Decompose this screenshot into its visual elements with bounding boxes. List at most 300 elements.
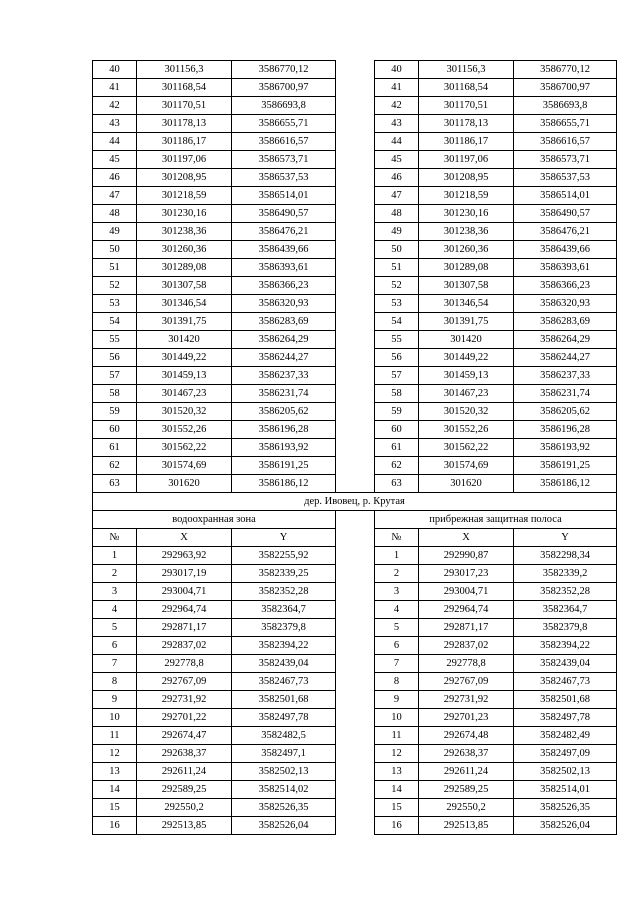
x-coordinate: 301574,69 bbox=[137, 457, 232, 475]
y-coordinate: 3586514,01 bbox=[514, 187, 617, 205]
point-number: 14 bbox=[93, 781, 137, 799]
point-number: 43 bbox=[93, 115, 137, 133]
table-row bbox=[93, 421, 617, 439]
x-coordinate: 292589,25 bbox=[137, 781, 232, 799]
y-coordinate: 3586205,62 bbox=[232, 403, 336, 421]
x-coordinate: 292513,85 bbox=[137, 817, 232, 835]
point-number: 43 bbox=[375, 115, 419, 133]
point-number: 10 bbox=[375, 709, 419, 727]
col-header-y: Y bbox=[514, 529, 617, 547]
y-coordinate: 3586693,8 bbox=[232, 97, 336, 115]
point-number: 59 bbox=[93, 403, 137, 421]
table-row bbox=[93, 727, 617, 745]
x-coordinate: 301230,16 bbox=[419, 205, 514, 223]
point-number: 44 bbox=[93, 133, 137, 151]
column-gap bbox=[336, 745, 375, 763]
column-gap bbox=[336, 619, 375, 637]
point-number: 15 bbox=[93, 799, 137, 817]
column-gap bbox=[336, 97, 375, 115]
column-gap bbox=[336, 385, 375, 403]
x-coordinate: 301218,59 bbox=[137, 187, 232, 205]
x-coordinate: 301391,75 bbox=[137, 313, 232, 331]
point-number: 59 bbox=[375, 403, 419, 421]
x-coordinate: 301230,16 bbox=[137, 205, 232, 223]
point-number: 7 bbox=[93, 655, 137, 673]
x-coordinate: 293017,19 bbox=[137, 565, 232, 583]
x-coordinate: 301289,08 bbox=[137, 259, 232, 277]
x-coordinate: 301218,59 bbox=[419, 187, 514, 205]
y-coordinate: 3582439,04 bbox=[514, 655, 617, 673]
column-gap bbox=[336, 313, 375, 331]
table-row bbox=[93, 277, 617, 295]
point-number: 49 bbox=[93, 223, 137, 241]
column-gap bbox=[336, 529, 375, 547]
y-coordinate: 3586537,53 bbox=[514, 169, 617, 187]
x-coordinate: 292837,02 bbox=[137, 637, 232, 655]
x-coordinate: 292767,09 bbox=[137, 673, 232, 691]
y-coordinate: 3582526,35 bbox=[514, 799, 617, 817]
column-gap bbox=[336, 421, 375, 439]
y-coordinate: 3582352,28 bbox=[514, 583, 617, 601]
y-coordinate: 3586244,27 bbox=[232, 349, 336, 367]
column-gap bbox=[336, 673, 375, 691]
point-number: 56 bbox=[93, 349, 137, 367]
y-coordinate: 3586237,33 bbox=[232, 367, 336, 385]
y-coordinate: 3586186,12 bbox=[232, 475, 336, 493]
point-number: 60 bbox=[375, 421, 419, 439]
x-coordinate: 301260,36 bbox=[419, 241, 514, 259]
table-row bbox=[93, 565, 617, 583]
table-row bbox=[93, 439, 617, 457]
x-coordinate: 301459,13 bbox=[137, 367, 232, 385]
y-coordinate: 3582526,35 bbox=[232, 799, 336, 817]
x-coordinate: 293004,71 bbox=[419, 583, 514, 601]
point-number: 1 bbox=[375, 547, 419, 565]
column-gap bbox=[336, 133, 375, 151]
y-coordinate: 3586193,92 bbox=[232, 439, 336, 457]
table-row bbox=[93, 133, 617, 151]
column-gap bbox=[336, 457, 375, 475]
y-coordinate: 3586196,28 bbox=[514, 421, 617, 439]
point-number: 55 bbox=[375, 331, 419, 349]
section-title: дер. Ивовец, р. Крутая bbox=[93, 493, 617, 511]
point-number: 63 bbox=[93, 475, 137, 493]
col-header-number: № bbox=[93, 529, 137, 547]
y-coordinate: 3582482,5 bbox=[232, 727, 336, 745]
x-coordinate: 301467,23 bbox=[137, 385, 232, 403]
point-number: 57 bbox=[93, 367, 137, 385]
y-coordinate: 3586476,21 bbox=[232, 223, 336, 241]
column-gap bbox=[336, 241, 375, 259]
y-coordinate: 3582467,73 bbox=[232, 673, 336, 691]
y-coordinate: 3586231,74 bbox=[514, 385, 617, 403]
y-coordinate: 3586320,93 bbox=[232, 295, 336, 313]
table-row bbox=[93, 583, 617, 601]
y-coordinate: 3582502,13 bbox=[514, 763, 617, 781]
column-gap bbox=[336, 583, 375, 601]
column-gap bbox=[336, 223, 375, 241]
column-gap bbox=[336, 511, 375, 529]
table-row bbox=[93, 457, 617, 475]
point-number: 58 bbox=[93, 385, 137, 403]
point-number: 9 bbox=[375, 691, 419, 709]
point-number: 63 bbox=[375, 475, 419, 493]
x-coordinate: 292837,02 bbox=[419, 637, 514, 655]
y-coordinate: 3582364,7 bbox=[514, 601, 617, 619]
point-number: 58 bbox=[375, 385, 419, 403]
point-number: 62 bbox=[375, 457, 419, 475]
column-gap bbox=[336, 475, 375, 493]
point-number: 9 bbox=[93, 691, 137, 709]
x-coordinate: 301238,36 bbox=[137, 223, 232, 241]
y-coordinate: 3582467,73 bbox=[514, 673, 617, 691]
y-coordinate: 3582364,7 bbox=[232, 601, 336, 619]
point-number: 42 bbox=[375, 97, 419, 115]
column-gap bbox=[336, 349, 375, 367]
column-gap bbox=[336, 277, 375, 295]
table-row bbox=[93, 151, 617, 169]
y-coordinate: 3586439,66 bbox=[514, 241, 617, 259]
x-coordinate: 292701,22 bbox=[137, 709, 232, 727]
x-coordinate: 301520,32 bbox=[419, 403, 514, 421]
x-coordinate: 301391,75 bbox=[419, 313, 514, 331]
point-number: 62 bbox=[93, 457, 137, 475]
table-row bbox=[93, 691, 617, 709]
x-coordinate: 301289,08 bbox=[419, 259, 514, 277]
x-coordinate: 292871,17 bbox=[137, 619, 232, 637]
y-coordinate: 3586537,53 bbox=[232, 169, 336, 187]
point-number: 12 bbox=[375, 745, 419, 763]
column-gap bbox=[336, 781, 375, 799]
y-coordinate: 3586237,33 bbox=[514, 367, 617, 385]
x-coordinate: 293004,71 bbox=[137, 583, 232, 601]
table-row bbox=[93, 637, 617, 655]
y-coordinate: 3586186,12 bbox=[514, 475, 617, 493]
point-number: 53 bbox=[93, 295, 137, 313]
x-coordinate: 301156,3 bbox=[137, 61, 232, 79]
column-gap bbox=[336, 799, 375, 817]
x-coordinate: 301449,22 bbox=[137, 349, 232, 367]
x-coordinate: 301562,22 bbox=[419, 439, 514, 457]
point-number: 46 bbox=[375, 169, 419, 187]
x-coordinate: 292611,24 bbox=[137, 763, 232, 781]
x-coordinate: 301552,26 bbox=[419, 421, 514, 439]
x-coordinate: 292964,74 bbox=[419, 601, 514, 619]
point-number: 54 bbox=[375, 313, 419, 331]
x-coordinate: 301449,22 bbox=[419, 349, 514, 367]
point-number: 42 bbox=[93, 97, 137, 115]
table-row bbox=[93, 241, 617, 259]
column-gap bbox=[336, 565, 375, 583]
point-number: 15 bbox=[375, 799, 419, 817]
table-row bbox=[93, 745, 617, 763]
x-coordinate: 301168,54 bbox=[137, 79, 232, 97]
point-number: 5 bbox=[375, 619, 419, 637]
column-gap bbox=[336, 817, 375, 835]
y-coordinate: 3586573,71 bbox=[232, 151, 336, 169]
y-coordinate: 3586264,29 bbox=[232, 331, 336, 349]
table-row bbox=[93, 61, 617, 79]
y-coordinate: 3586439,66 bbox=[232, 241, 336, 259]
x-coordinate: 292963,92 bbox=[137, 547, 232, 565]
point-number: 10 bbox=[93, 709, 137, 727]
point-number: 50 bbox=[375, 241, 419, 259]
table-row bbox=[93, 79, 617, 97]
column-gap bbox=[336, 691, 375, 709]
x-coordinate: 301520,32 bbox=[137, 403, 232, 421]
point-number: 3 bbox=[93, 583, 137, 601]
col-header-number: № bbox=[375, 529, 419, 547]
x-coordinate: 301156,3 bbox=[419, 61, 514, 79]
point-number: 16 bbox=[93, 817, 137, 835]
point-number: 4 bbox=[375, 601, 419, 619]
left-zone-title: водоохранная зона bbox=[93, 511, 336, 529]
x-coordinate: 292731,92 bbox=[137, 691, 232, 709]
table-row bbox=[93, 385, 617, 403]
y-coordinate: 3586616,57 bbox=[514, 133, 617, 151]
column-gap bbox=[336, 601, 375, 619]
y-coordinate: 3586366,23 bbox=[514, 277, 617, 295]
y-coordinate: 3586191,25 bbox=[514, 457, 617, 475]
y-coordinate: 3582439,04 bbox=[232, 655, 336, 673]
section-header bbox=[93, 493, 617, 547]
y-coordinate: 3582352,28 bbox=[232, 583, 336, 601]
y-coordinate: 3586393,61 bbox=[514, 259, 617, 277]
point-number: 13 bbox=[93, 763, 137, 781]
y-coordinate: 3582298,34 bbox=[514, 547, 617, 565]
point-number: 7 bbox=[375, 655, 419, 673]
x-coordinate: 301208,95 bbox=[419, 169, 514, 187]
x-coordinate: 301574,69 bbox=[419, 457, 514, 475]
point-number: 12 bbox=[93, 745, 137, 763]
point-number: 47 bbox=[93, 187, 137, 205]
x-coordinate: 292611,24 bbox=[419, 763, 514, 781]
point-number: 8 bbox=[93, 673, 137, 691]
y-coordinate: 3582339,2 bbox=[514, 565, 617, 583]
x-coordinate: 292871,17 bbox=[419, 619, 514, 637]
column-gap bbox=[336, 115, 375, 133]
table-row bbox=[93, 313, 617, 331]
x-coordinate: 301420 bbox=[137, 331, 232, 349]
y-coordinate: 3586264,29 bbox=[514, 331, 617, 349]
col-header-y: Y bbox=[232, 529, 336, 547]
table-row bbox=[93, 331, 617, 349]
y-coordinate: 3586393,61 bbox=[232, 259, 336, 277]
x-coordinate: 301307,58 bbox=[419, 277, 514, 295]
table-row bbox=[93, 817, 617, 835]
y-coordinate: 3586283,69 bbox=[232, 313, 336, 331]
point-number: 48 bbox=[93, 205, 137, 223]
column-gap bbox=[336, 79, 375, 97]
point-number: 41 bbox=[93, 79, 137, 97]
y-coordinate: 3586283,69 bbox=[514, 313, 617, 331]
column-gap bbox=[336, 367, 375, 385]
table-row bbox=[93, 205, 617, 223]
y-coordinate: 3582394,22 bbox=[232, 637, 336, 655]
x-coordinate: 292674,48 bbox=[419, 727, 514, 745]
y-coordinate: 3586193,92 bbox=[514, 439, 617, 457]
point-number: 56 bbox=[375, 349, 419, 367]
x-coordinate: 292964,74 bbox=[137, 601, 232, 619]
table-row bbox=[93, 709, 617, 727]
table-row bbox=[93, 367, 617, 385]
y-coordinate: 3582497,78 bbox=[514, 709, 617, 727]
x-coordinate: 301620 bbox=[137, 475, 232, 493]
bottom-rows bbox=[93, 547, 617, 835]
table-row bbox=[93, 763, 617, 781]
y-coordinate: 3586700,97 bbox=[232, 79, 336, 97]
point-number: 2 bbox=[93, 565, 137, 583]
y-coordinate: 3582514,02 bbox=[232, 781, 336, 799]
point-number: 5 bbox=[93, 619, 137, 637]
x-coordinate: 301307,58 bbox=[137, 277, 232, 295]
point-number: 16 bbox=[375, 817, 419, 835]
point-number: 1 bbox=[93, 547, 137, 565]
y-coordinate: 3586573,71 bbox=[514, 151, 617, 169]
top-rows bbox=[93, 61, 617, 493]
point-number: 47 bbox=[375, 187, 419, 205]
point-number: 2 bbox=[375, 565, 419, 583]
x-coordinate: 292550,2 bbox=[137, 799, 232, 817]
y-coordinate: 3582514,01 bbox=[514, 781, 617, 799]
y-coordinate: 3586770,12 bbox=[232, 61, 336, 79]
table-row bbox=[93, 259, 617, 277]
y-coordinate: 3586514,01 bbox=[232, 187, 336, 205]
x-coordinate: 292990,87 bbox=[419, 547, 514, 565]
x-coordinate: 301467,23 bbox=[419, 385, 514, 403]
column-gap bbox=[336, 547, 375, 565]
x-coordinate: 292778,8 bbox=[419, 655, 514, 673]
point-number: 8 bbox=[375, 673, 419, 691]
x-coordinate: 301168,54 bbox=[419, 79, 514, 97]
column-gap bbox=[336, 655, 375, 673]
y-coordinate: 3586490,57 bbox=[514, 205, 617, 223]
column-gap bbox=[336, 331, 375, 349]
table-row bbox=[93, 475, 617, 493]
x-coordinate: 301178,13 bbox=[137, 115, 232, 133]
table-row bbox=[93, 223, 617, 241]
point-number: 4 bbox=[93, 601, 137, 619]
y-coordinate: 3582501,68 bbox=[514, 691, 617, 709]
x-coordinate: 292701,23 bbox=[419, 709, 514, 727]
y-coordinate: 3586770,12 bbox=[514, 61, 617, 79]
x-coordinate: 301420 bbox=[419, 331, 514, 349]
column-gap bbox=[336, 403, 375, 421]
y-coordinate: 3586320,93 bbox=[514, 295, 617, 313]
y-coordinate: 3586476,21 bbox=[514, 223, 617, 241]
column-gap bbox=[336, 205, 375, 223]
point-number: 41 bbox=[375, 79, 419, 97]
x-coordinate: 292589,25 bbox=[419, 781, 514, 799]
column-gap bbox=[336, 295, 375, 313]
x-coordinate: 301170,51 bbox=[419, 97, 514, 115]
x-coordinate: 301260,36 bbox=[137, 241, 232, 259]
x-coordinate: 301459,13 bbox=[419, 367, 514, 385]
column-gap bbox=[336, 61, 375, 79]
x-coordinate: 293017,23 bbox=[419, 565, 514, 583]
y-coordinate: 3582497,78 bbox=[232, 709, 336, 727]
x-coordinate: 301346,54 bbox=[419, 295, 514, 313]
y-coordinate: 3582502,13 bbox=[232, 763, 336, 781]
point-number: 40 bbox=[375, 61, 419, 79]
x-coordinate: 301620 bbox=[419, 475, 514, 493]
col-header-x: X bbox=[419, 529, 514, 547]
y-coordinate: 3586693,8 bbox=[514, 97, 617, 115]
table-row bbox=[93, 619, 617, 637]
table-row bbox=[93, 97, 617, 115]
coordinates-table bbox=[92, 60, 617, 835]
point-number: 51 bbox=[93, 259, 137, 277]
y-coordinate: 3582526,04 bbox=[514, 817, 617, 835]
point-number: 3 bbox=[375, 583, 419, 601]
y-coordinate: 3586366,23 bbox=[232, 277, 336, 295]
point-number: 57 bbox=[375, 367, 419, 385]
table-row bbox=[93, 799, 617, 817]
column-gap bbox=[336, 439, 375, 457]
point-number: 50 bbox=[93, 241, 137, 259]
y-coordinate: 3586700,97 bbox=[514, 79, 617, 97]
column-gap bbox=[336, 169, 375, 187]
point-number: 45 bbox=[93, 151, 137, 169]
point-number: 6 bbox=[93, 637, 137, 655]
point-number: 54 bbox=[93, 313, 137, 331]
point-number: 61 bbox=[375, 439, 419, 457]
x-coordinate: 292778,8 bbox=[137, 655, 232, 673]
x-coordinate: 301552,26 bbox=[137, 421, 232, 439]
table-row bbox=[93, 403, 617, 421]
x-coordinate: 301238,36 bbox=[419, 223, 514, 241]
y-coordinate: 3582394,22 bbox=[514, 637, 617, 655]
table-row bbox=[93, 673, 617, 691]
column-gap bbox=[336, 709, 375, 727]
column-gap bbox=[336, 259, 375, 277]
table-row bbox=[93, 601, 617, 619]
x-coordinate: 301186,17 bbox=[419, 133, 514, 151]
column-gap bbox=[336, 187, 375, 205]
y-coordinate: 3586231,74 bbox=[232, 385, 336, 403]
y-coordinate: 3586655,71 bbox=[232, 115, 336, 133]
point-number: 60 bbox=[93, 421, 137, 439]
y-coordinate: 3586191,25 bbox=[232, 457, 336, 475]
y-coordinate: 3582379,8 bbox=[514, 619, 617, 637]
column-gap bbox=[336, 151, 375, 169]
right-zone-title: прибрежная защитная полоса bbox=[375, 511, 617, 529]
table-row bbox=[93, 295, 617, 313]
x-coordinate: 292674,47 bbox=[137, 727, 232, 745]
point-number: 44 bbox=[375, 133, 419, 151]
y-coordinate: 3586196,28 bbox=[232, 421, 336, 439]
point-number: 46 bbox=[93, 169, 137, 187]
x-coordinate: 292731,92 bbox=[419, 691, 514, 709]
x-coordinate: 301562,22 bbox=[137, 439, 232, 457]
x-coordinate: 292638,37 bbox=[419, 745, 514, 763]
point-number: 11 bbox=[93, 727, 137, 745]
x-coordinate: 292638,37 bbox=[137, 745, 232, 763]
table-row bbox=[93, 781, 617, 799]
x-coordinate: 301208,95 bbox=[137, 169, 232, 187]
table-row bbox=[93, 187, 617, 205]
point-number: 13 bbox=[375, 763, 419, 781]
y-coordinate: 3586490,57 bbox=[232, 205, 336, 223]
table-row bbox=[93, 115, 617, 133]
point-number: 40 bbox=[93, 61, 137, 79]
x-coordinate: 301178,13 bbox=[419, 115, 514, 133]
y-coordinate: 3582497,1 bbox=[232, 745, 336, 763]
point-number: 48 bbox=[375, 205, 419, 223]
column-gap bbox=[336, 727, 375, 745]
table-row bbox=[93, 655, 617, 673]
y-coordinate: 3586205,62 bbox=[514, 403, 617, 421]
